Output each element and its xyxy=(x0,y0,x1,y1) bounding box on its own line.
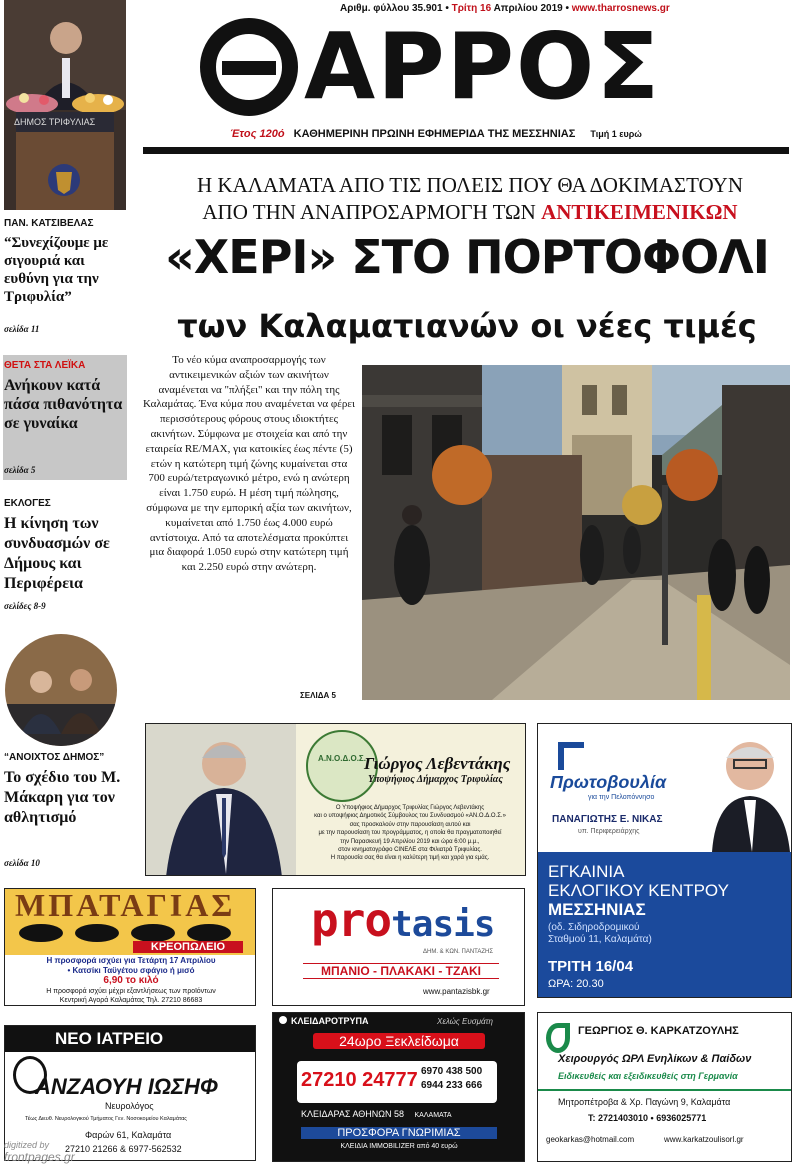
ad-mpatagias[interactable] xyxy=(4,888,256,1006)
protasis-site[interactable]: www.pantazisbk.gr xyxy=(423,987,490,996)
karkatz-email[interactable]: geokarkas@hotmail.com xyxy=(546,1135,635,1144)
karkatz-name: ΓΕΩΡΓΙΟΣ Θ. ΚΑΡΚΑΤΖΟΥΛΗΣ xyxy=(578,1025,739,1037)
lead-kicker-line2b: ΑΝΤΙΚΕΙΜΕΝΙΚΩΝ xyxy=(541,200,738,224)
leventakis-text xyxy=(296,804,524,863)
locks-offer2: ΚΛΕΙΔΙΑ IMMOBILIZER από 40 ευρώ xyxy=(340,1143,458,1150)
leventakis-line: Η παρουσία σας θα είναι η καλύτερη τιμή και χαρά για εμάς. xyxy=(330,855,490,862)
nikas-brand-sub: για την Πελοπόννησο xyxy=(588,794,655,801)
sidebar3-page: σελίδες 8-9 xyxy=(4,601,46,611)
lead-body: Το νέο κύμα αναπροσαρμογής των αντικειμενικών αξιών των ακινήτων αναμένεται να "πλήξει" και την πόλη της Καλαμάτας. Ένα κύμα που αναμένεται να φέρει περισσότερους φόρους στους ιδιοκτήτες ακινήτων. Σύμφωνα με στοιχεία και από την εταιρεία RE/MAX, για κατοικίες έως πέντε (5) ετών η κατώτερη τιμή ζώνης κυμαίνεται στα 700 ευρώ/τετραγωνικό μέτρο, ενώ η ανώτερη είναι 1.750 ευρώ. Η μέση τιμή πώλησης, σύμφωνα με την εμπορική αξία των ακινήτων, κυμαίνεται από 1.750 έως 4.000 ευρώ αντίστοιχα. Από τα αποτελέσματα προκύπτει μια διαφορά 1.050 ευρώ στην κατώτερη τιμή και 2.250 ευρώ στην ανώτερη. xyxy=(143,354,355,574)
digitized-watermark xyxy=(4,1140,75,1164)
locks-addr-street: ΚΛΕΙΔΑΡΑΣ ΑΘΗΝΩΝ 58 xyxy=(301,1109,404,1119)
lead-kicker xyxy=(150,172,790,226)
masthead-rule xyxy=(143,147,789,154)
protovoulia-icon xyxy=(558,742,584,770)
theta-logo-icon xyxy=(200,18,298,116)
lead-headline[interactable]: «ΧΕΡΙ» ΣΤΟ ΠΟΡΤΟΦΟΛΙ xyxy=(165,230,769,284)
nikas-event xyxy=(548,862,729,919)
lead-subheadline: των Καλαματιανών οι νέες τιμές xyxy=(177,307,757,345)
leventakis-line: και ο υποψήφιος Δημοτικός Σύμβουλος του Συνδυασμού «ΑΝ.Ο.Δ.Ο.Σ.» xyxy=(314,813,506,820)
locks-top xyxy=(279,1016,368,1026)
mpatagias-sub: ΚΡΕΟΠΩΛΕΙΟ xyxy=(133,941,243,953)
sidebar1-kicker: ΠΑΝ. ΚΑΤΣΙΒΕΛΑΣ xyxy=(4,218,94,229)
protasis-goods: ΜΠΑΝΙΟ - ΠΛΑΚΑΚΙ - ΤΖΑΚΙ xyxy=(303,963,499,979)
nikas-photo xyxy=(706,728,792,852)
leventakis-name: Γιώργος Λεβεντάκης xyxy=(364,754,511,773)
sidebar4-headline[interactable]: Το σχέδιο του Μ. Μάκαρη για τον αθλητισμό xyxy=(4,769,121,826)
nikas-line2: ΕΚΛΟΓΙΚΟΥ ΚΕΝΤΡΟΥ xyxy=(548,881,729,900)
leventakis-photo xyxy=(146,724,296,876)
mpatagias-footer xyxy=(5,987,256,1005)
mpatagias-offer xyxy=(5,956,256,986)
locks-addr-city: ΚΑΛΑΜΑΤΑ xyxy=(414,1112,452,1119)
key-icon xyxy=(279,1016,287,1024)
nikas-line3: ΜΕΣΣΗΝΙΑΣ xyxy=(548,900,646,919)
protasis-owners: ΔΗΜ. & ΚΩΝ. ΠΑΝΤΑΖΗΣ xyxy=(423,949,494,955)
sidebar3-kicker: ΕΚΛΟΓΕΣ xyxy=(4,498,51,509)
newspaper-logo xyxy=(200,12,780,122)
mpatagias-offer3: 6,90 το κιλό xyxy=(103,975,159,986)
locks-addr xyxy=(301,1109,452,1119)
nikas-time: ΩΡΑ: 20.30 xyxy=(548,978,604,990)
locks-offer: ΠΡΟΣΦΟΡΑ ΓΝΩΡΙΜΙΑΣ xyxy=(301,1127,497,1139)
year-label: Έτος 120ό xyxy=(230,128,285,140)
sidebar2-page: σελίδα 5 xyxy=(4,465,36,475)
lead-kicker-line1: Η ΚΑΛΑΜΑΤΑ ΑΠΟ ΤΙΣ ΠΟΛΕΙΣ ΠΟΥ ΘΑ ΔΟΚΙΜΑΣΤΟΥΝ xyxy=(196,173,743,197)
mpatagias-addr: Κεντρική Αγορά Καλαμάτας Τηλ. 27210 86683 xyxy=(59,997,203,1004)
mpatagias-offer1: Η προσφορά ισχύει για Τετάρτη 17 Απριλίου xyxy=(46,956,216,965)
iatreio-role: Τέως Διευθ. Νευρολογικού Τμήματος Γεν. Νοσοκομείου Καλαμάτας xyxy=(25,1116,187,1122)
leventakis-line: την Παρασκευή 19 Απριλίου 2019 και ώρα 6:00 μ.μ., xyxy=(340,838,480,845)
nikas-name: ΠΑΝΑΓΙΩΤΗΣ Ε. ΝΙΚΑΣ xyxy=(552,814,663,825)
iatreio-title: ΝΕΟ ΙΑΤΡΕΙΟ xyxy=(55,1029,164,1048)
nikas-addr1: (οδ. Σιδηροδρομικού xyxy=(548,922,640,933)
digitized-by: digitized by xyxy=(4,1140,50,1150)
tagline xyxy=(230,128,642,140)
mpatagias-offer2: • Κατσίκι Ταϋγέτου σφάγιο ή μισό xyxy=(67,966,195,975)
price-label: Τιμή 1 ευρώ xyxy=(590,129,642,139)
mpatagias-name: ΜΠΑΤΑΓΙΑΣ xyxy=(15,888,236,923)
locks-banner: 24ωρο Ξεκλείδωμα xyxy=(313,1033,485,1049)
locks-mob2: 6944 233 666 xyxy=(421,1080,483,1091)
issue-date: Τρίτη 16 xyxy=(451,3,492,14)
lectern-caption: ΔΗΜΟΣ ΤΡΙΦΥΛΙΑΣ xyxy=(14,117,96,127)
masthead-meta: Αριθμ. φύλλου 35.901 • Τρίτη 16 Απριλίου 2019 • www.tharrosnews.gr xyxy=(340,3,670,14)
protasis-logo xyxy=(311,893,494,947)
locks-top-name: ΚΛΕΙΔΑΡΟΤΡΥΠΑ xyxy=(291,1016,369,1026)
sidebar2-headline[interactable]: Ανήκουν κατά πάσα πιθανότητα σε γυναίκα xyxy=(4,377,123,432)
frontpages-watermark: frontpages.gr xyxy=(4,1150,75,1164)
leventakis-line: στον κινηματογράφο CINEΛΕ στα Φιλιατρά Τριφυλίας. xyxy=(338,847,482,854)
protasis-logo-tasis: tasis xyxy=(391,904,495,945)
karkatz-train: Ειδικευθείς και εξειδικευθείς στη Γερμανία xyxy=(558,1071,738,1081)
sidebar xyxy=(0,0,130,880)
locks-phone: 27210 24777 xyxy=(301,1069,418,1091)
iatreio-spec: Νευρολόγος xyxy=(105,1101,154,1111)
ad-nikas[interactable] xyxy=(537,723,792,998)
nikas-addr2: Σταθμού 11, Καλαμάτα) xyxy=(548,934,652,945)
sidebar2-kicker: ΘΕΤΑ ΣΤΑ ΛΕΪΚΑ xyxy=(4,360,86,371)
sidebar1-page: σελίδα 11 xyxy=(4,324,40,334)
ad-kleidarotrypa[interactable] xyxy=(272,1012,525,1162)
nikas-brand: Πρωτοβουλία xyxy=(550,772,667,792)
sidebar1-headline[interactable]: “Συνεχίζουμε με σιγουριά και ευθύνη για την Τριφυλία” xyxy=(4,235,109,305)
karkatz-spec: Χειρουργός ΩΡΛ Ενηλίκων & Παίδων xyxy=(558,1053,752,1065)
site-url[interactable]: www.tharrosnews.gr xyxy=(571,3,670,14)
ad-protasis[interactable] xyxy=(272,888,525,1006)
leventakis-line: σας προσκαλούν στην παρουσίαση αυτού και xyxy=(349,821,471,828)
anodos-logo-text: Α.Ν.Ο.Δ.Ο.Σ. xyxy=(318,754,366,763)
lead-page-ref: ΣΕΛΙΔΑ 5 xyxy=(300,691,336,700)
tagline-text: ΚΑΘΗΜΕΡΙΝΗ ΠΡΩΙΝΗ ΕΦΗΜΕΡΙΔΑ ΤΗΣ ΜΕΣΣΗΝΙΑΣ xyxy=(293,128,576,140)
iatreio-name: ΑΝΖΑΟΥΗ ΙΩΣΗΦ xyxy=(35,1074,219,1099)
nikas-line1: ΕΓΚΑΙΝΙΑ xyxy=(548,862,625,881)
locks-top2: Χελώς Ευσμάτη xyxy=(437,1017,493,1026)
lead-photo-street xyxy=(362,365,790,700)
issue-month: Απριλίου 2019 xyxy=(493,3,563,14)
sidebar-photo-round xyxy=(5,634,117,746)
issue-number: Αριθμ. φύλλου 35.901 xyxy=(340,3,443,14)
nikas-role: υπ. Περιφερειάρχης xyxy=(578,828,640,835)
ent-clinic-icon xyxy=(546,1023,570,1053)
sidebar3-headline[interactable]: Η κίνηση των συνδυασμών σε Δήμους και Περιφέρεια xyxy=(4,515,110,592)
sidebar4-page: σελίδα 10 xyxy=(4,858,40,868)
karkatz-addr: Μητροπέτροβα & Χρ. Παγώνη 9, Καλαμάτα xyxy=(558,1097,731,1107)
locks-mobiles xyxy=(421,1065,482,1093)
iatreio-addr: Φαρών 61, Καλαμάτα xyxy=(85,1130,172,1140)
sidebar4-kicker: “ΑΝΟΙΧΤΟΣ ΔΗΜΟΣ” xyxy=(4,752,105,763)
nikas-address xyxy=(548,922,652,946)
protasis-logo-pro: pro xyxy=(311,893,392,947)
karkatz-divider xyxy=(538,1089,791,1091)
lead-kicker-line2a: ΑΠΟ ΤΗΝ ΑΝΑΠΡΟΣΑΡΜΟΓΗ ΤΩΝ xyxy=(202,200,536,224)
logo-wordmark: ΑΡΡΟΣ xyxy=(304,13,662,120)
ad-karkatzoulis[interactable] xyxy=(537,1012,792,1162)
sidebar-photo-speaker xyxy=(4,0,126,210)
leventakis-role: Υποψήφιος Δήμαρχος Τριφυλίας xyxy=(368,774,503,785)
nikas-date: ΤΡΙΤΗ 16/04 xyxy=(548,958,634,975)
leventakis-line: με την παρουσίαση του προγράμματος, η οποία θα πραγματοποιηθεί xyxy=(318,830,502,837)
ad-leventakis[interactable] xyxy=(145,723,526,876)
karkatz-site[interactable]: www.karkatzoulisorl.gr xyxy=(664,1135,744,1144)
mpatagias-note: Η προσφορά ισχύει μέχρι εξαντλήσεως των προϊόντων xyxy=(46,988,216,995)
karkatz-phone: Τ: 2721403010 • 6936025771 xyxy=(588,1113,707,1123)
iatreio-phone: 27210 21266 & 6977-562532 xyxy=(65,1144,182,1154)
leventakis-line: Ο Υποψήφιος Δήμαρχος Τριφυλίας Γιώργος Λεβεντάκης xyxy=(335,805,485,811)
locks-mob1: 6970 438 500 xyxy=(421,1066,483,1077)
